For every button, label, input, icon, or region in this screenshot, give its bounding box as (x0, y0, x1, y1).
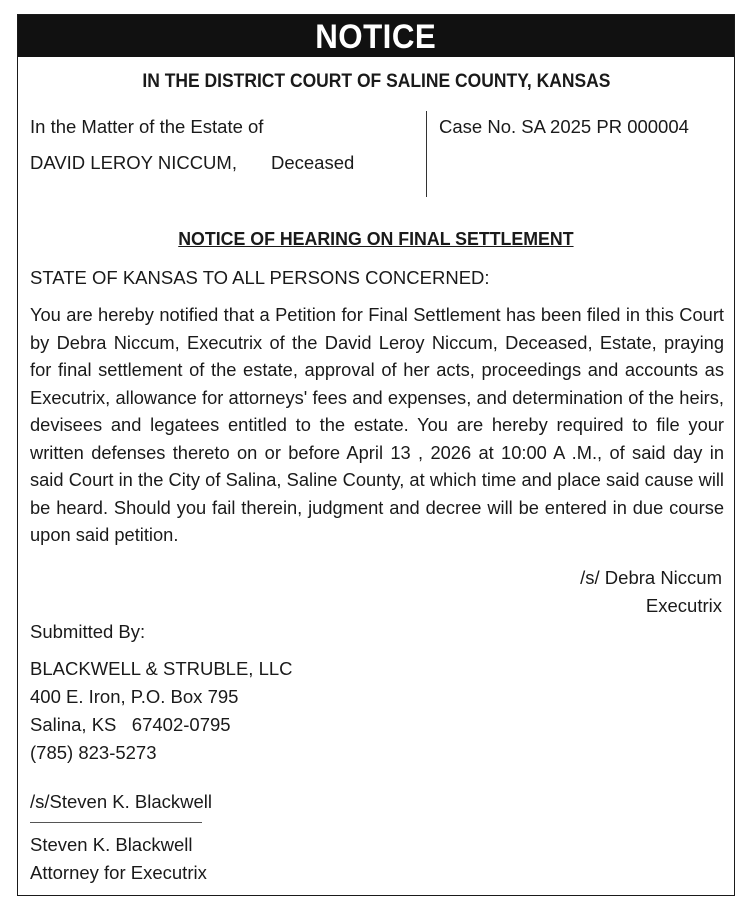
executrix-signature (580, 564, 722, 620)
firm-name: BLACKWELL & STRUBLE, LLC (30, 658, 293, 679)
court-heading: IN THE DISTRICT COURT OF SALINE COUNTY, KANSAS (141, 71, 611, 92)
firm-phone: (785) 823-5273 (30, 742, 157, 763)
firm-block (30, 655, 293, 767)
firm-address-1: 400 E. Iron, P.O. Box 795 (30, 686, 239, 707)
firm-address-2: Salina, KS 67402-0795 (30, 714, 231, 735)
submitted-by-label: Submitted By: (30, 621, 146, 642)
notice-title: NOTICE OF HEARING ON FINAL SETTLEMENT (178, 228, 574, 249)
attorney-block (30, 831, 207, 887)
signature-name: /s/ Debra Niccum (580, 567, 722, 588)
decedent-line (30, 152, 354, 174)
notice-frame (17, 14, 735, 896)
decedent-name: DAVID LEROY NICCUM, (30, 152, 237, 173)
case-number: Case No. SA 2025 PR 000004 (439, 116, 689, 137)
attorney-role: Attorney for Executrix (30, 862, 207, 883)
signature-role: Executrix (645, 595, 722, 616)
greeting: STATE OF KANSAS TO ALL PERSONS CONCERNED: (30, 267, 490, 288)
caption-divider (426, 111, 427, 197)
notice-body: You are hereby notified that a Petition for Final Settlement has been filed in this Court by Debra Niccum, Executrix of the David Leroy Niccum, Deceased, Estate, praying for final settlement of the estate, approval of her acts, proceedings and accounts as Executrix, allowance for attorneys' fees and expenses, and determination of the heirs, devisees and legatees entitled to the estate. You are hereby required to file your written defenses thereto on or before April 13 , 2026 at 10:00 A .M., of said day in said Court in the City of Salina, Saline County, at which time and place said cause will be heard. Should you fail therein, judgment and decree will be entered in due course upon said petition. (30, 304, 724, 545)
matter-line: In the Matter of the Estate of (30, 116, 264, 137)
decedent-status: Deceased (270, 152, 355, 173)
notice-banner: NOTICE (18, 15, 734, 57)
signature-rule (30, 822, 202, 823)
attorney-signature: /s/Steven K. Blackwell (30, 791, 212, 812)
attorney-name: Steven K. Blackwell (30, 834, 193, 855)
case-caption (30, 116, 354, 174)
